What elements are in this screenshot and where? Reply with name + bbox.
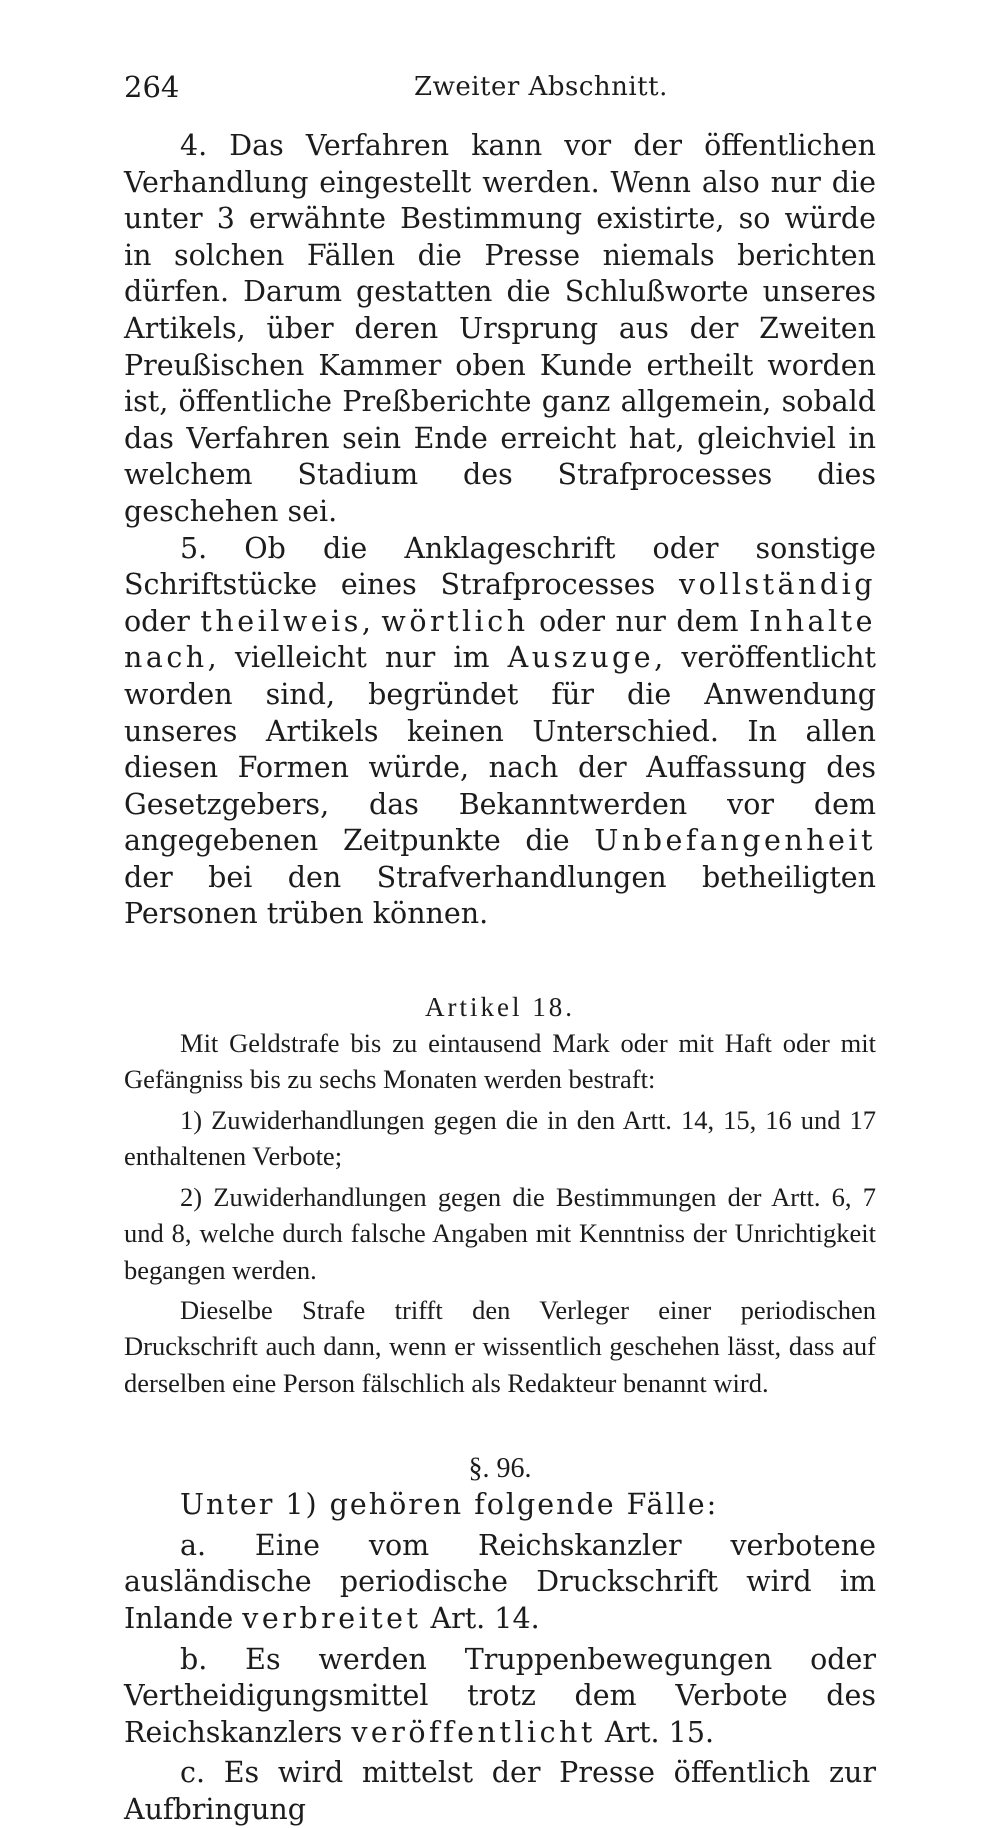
article-18-closing: Dieselbe Strafe trifft den Verleger einer periodischen Druckschrift auch dann, wenn er wissentlich geschehen lässt, dass auf derselben eine Person fälschlich als Redakteur benannt wird. [124, 1294, 876, 1398]
spaced-word: vollständig [678, 568, 876, 602]
article-18-intro: Mit Geldstrafe bis zu eintausend Mark oder mit Haft oder mit Gefängniss bis zu sechs Monaten werden bestraft: [124, 1028, 876, 1095]
article-18-heading: Artikel 18. [425, 992, 575, 1023]
spaced-intro: Unter 1) gehören folgende Fälle: [180, 1488, 719, 1522]
spaced-word: Auszuge [507, 641, 655, 675]
text-run: a. Eine vom Reichskanzler verbotene ausländische periodische Druckschrift wird im Inlande [124, 1528, 876, 1635]
spaced-word: nach [124, 641, 208, 675]
text-run: , veröffentlicht worden sind, begründet für die Anwendung unseres Artikels keinen Unterschied. In allen diesen Formen würde, nach der Auffassung des Gesetzgebers, das Bekanntwerden vor dem angegebenen Zeitpunkte die [124, 641, 876, 858]
spaced-word: verbreitet [242, 1601, 422, 1635]
section-5-paragraph [124, 531, 876, 934]
text-run: oder nur dem [528, 604, 750, 638]
text-run: der bei den Strafverhandlungen betheiligten Personen trüben können. [124, 860, 876, 931]
running-head: Zweiter Abschnitt. [414, 72, 668, 102]
spaced-word: wörtlich [381, 604, 529, 638]
page-body [124, 128, 876, 1828]
spaced-word: veröffentlicht [351, 1715, 596, 1749]
spaced-word: Inhalte [749, 604, 876, 638]
paragraph-96-intro [124, 1487, 876, 1524]
paragraph-96-heading: §. 96. [468, 1453, 532, 1485]
text-run: 5. Ob die Anklageschrift oder sonstige Schriftstücke eines Strafprocesses [124, 531, 876, 602]
article-18-item-1: 1) Zuwiderhandlungen gegen die in den Artt. 14, 15, 16 und 17 enthaltenen Verbote; [124, 1104, 876, 1172]
spaced-word: Unbefangenheit [594, 824, 876, 858]
case-c: c. Es wird mittelst der Presse öffentlich zur Aufbringung [124, 1756, 876, 1826]
text-run: b. Es werden Truppenbewegungen oder Vertheidigungsmittel trotz dem Verbote des Reichskanzlers [124, 1642, 876, 1749]
page-header [124, 70, 876, 110]
article-18-item-2: 2) Zuwiderhandlungen gegen die Bestimmungen der Artt. 6, 7 und 8, welche durch falsche Angaben mit Kenntniss der Unrichtigkeit begangen werden. [124, 1181, 876, 1285]
page-number: 264 [124, 70, 180, 104]
text-run: , vielleicht nur im [207, 641, 508, 675]
section-4-paragraph: 4. Das Verfahren kann vor der öffentlichen Verhandlung eingestellt werden. Wenn also nur die unter 3 erwähnte Bestimmung existirte, so würde in solchen Fällen die Presse niemals berichten dürfen. Darum gestatten die Schlußworte unseres Artikels, über deren Ursprung aus der Zweiten Preußischen Kammer oben Kunde ertheilt worden ist, öffentliche Preßberichte ganz allgemein, sobald das Verfahren sein Ende erreicht hat, gleichviel in welchem Stadium des Strafprocesses dies geschehen sei. [124, 129, 876, 528]
text-run: , [361, 604, 382, 638]
text-run: Art. 15. [595, 1715, 715, 1749]
spaced-word: theilweis [200, 604, 362, 638]
text-run: oder [124, 604, 201, 638]
text-run: Art. 14. [421, 1601, 540, 1635]
case-a [124, 1528, 876, 1638]
case-b [124, 1642, 876, 1752]
